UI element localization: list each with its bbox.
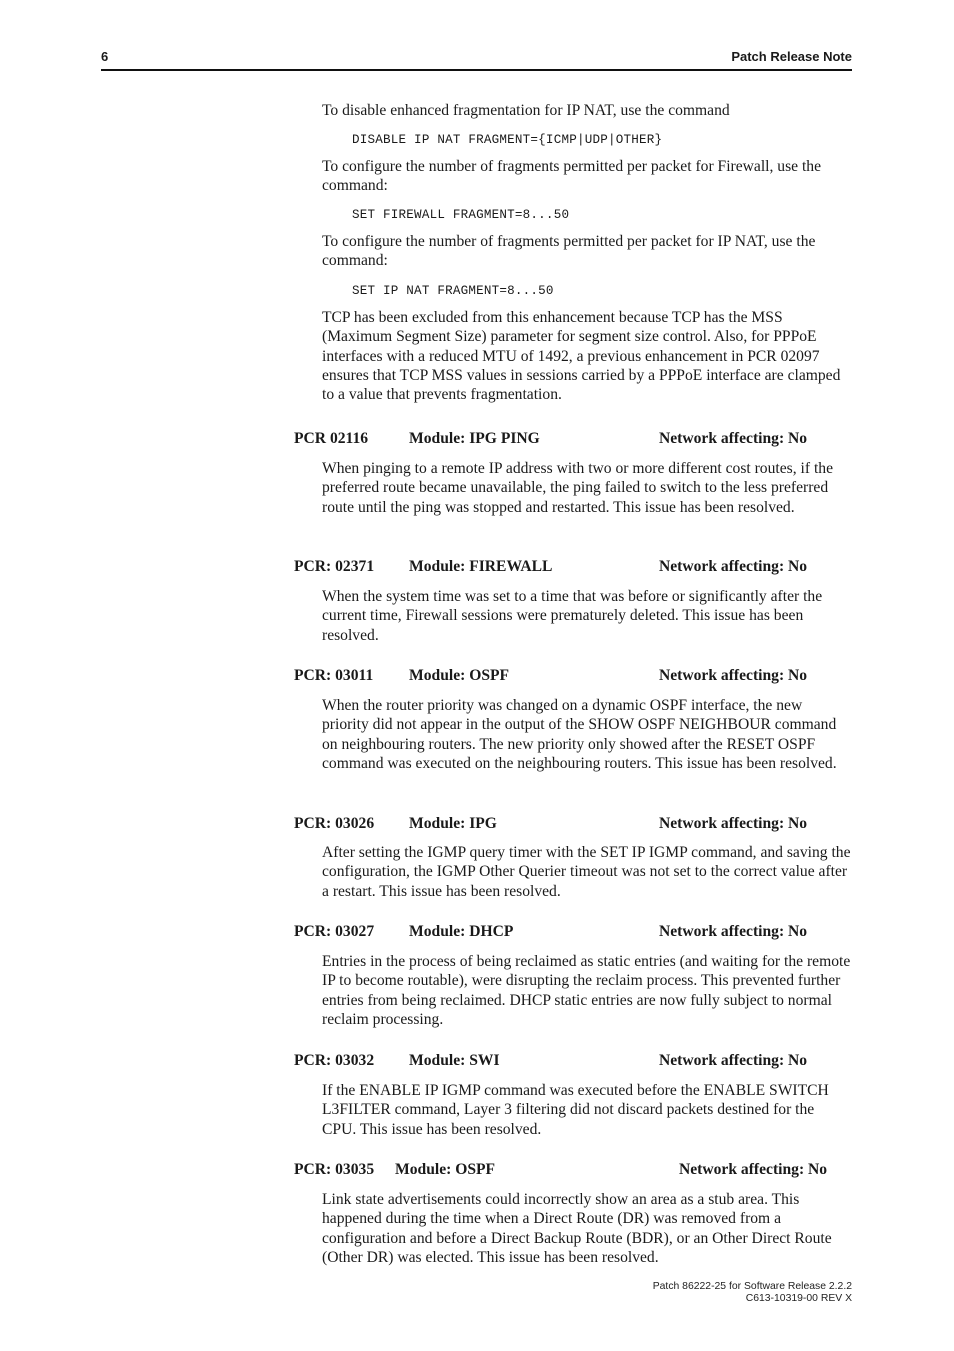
- document-title: Patch Release Note: [731, 49, 852, 64]
- pcr-number: PCR: 03027: [294, 923, 375, 940]
- page-footer: [653, 1281, 852, 1305]
- intro-paragraph: To configure the number of fragments permitted per packet for IP NAT, use the command:: [322, 233, 816, 270]
- command-line: SET FIREWALL FRAGMENT=8...50: [352, 208, 570, 222]
- pcr-module: Module: OSPF: [395, 1161, 496, 1178]
- pcr-heading: [294, 814, 854, 834]
- page-header: [101, 48, 852, 71]
- pcr-heading: [294, 666, 854, 686]
- pcr-module: Module: FIREWALL: [409, 558, 553, 575]
- pcr-network-affecting: Network affecting: No: [659, 667, 808, 684]
- pcr-network-affecting: Network affecting: No: [659, 558, 808, 575]
- pcr-description: When pinging to a remote IP address with two or more different cost routes, if the preferred route became unavailable, the ping failed to switch to the less preferred route until the ping was stopped and restarted. This issue has been resolved.: [322, 460, 833, 516]
- intro-paragraph: To configure the number of fragments permitted per packet for Firewall, use the command:: [322, 158, 822, 195]
- pcr-module: Module: SWI: [409, 1052, 500, 1069]
- intro-paragraph: TCP has been excluded from this enhancement because TCP has the MSS (Maximum Segment Size) parameter for segment size control. Also, for PPPoE interfaces with a reduced MTU of 1492, a previous enhancement in PCR 02097 ensures that TCP MSS values in sessions carried by a PPPoE interface are clamped to a value that prevents fragmentation.: [322, 309, 841, 404]
- pcr-heading: [294, 429, 854, 449]
- pcr-network-affecting: Network affecting: No: [659, 923, 808, 940]
- pcr-heading: [294, 1160, 854, 1180]
- command-line: DISABLE IP NAT FRAGMENT={ICMP|UDP|OTHER}: [352, 133, 663, 147]
- pcr-heading: [294, 1051, 854, 1071]
- pcr-description: Link state advertisements could incorrectly show an area as a stub area. This happened during the time when a Direct Route (DR) was removed from a configuration and before a Direct Backup Route (BDR), or an Other Direct Route (Other DR) was elected. This issue has been resolved.: [322, 1191, 832, 1266]
- intro-paragraph: To disable enhanced fragmentation for IP NAT, use the command: [322, 102, 730, 119]
- pcr-description: When the system time was set to a time that was before or significantly after the current time, Firewall sessions were prematurely deleted. This issue has been resolved.: [322, 588, 823, 644]
- pcr-heading: [294, 557, 854, 577]
- pcr-number: PCR: 03011: [294, 667, 374, 684]
- command-line: SET IP NAT FRAGMENT=8...50: [352, 284, 554, 298]
- page-number: 6: [101, 49, 109, 64]
- footer-patch-line: Patch 86222-25 for Software Release 2.2.2: [652, 1281, 852, 1292]
- pcr-number: PCR 02116: [294, 430, 369, 447]
- pcr-network-affecting: Network affecting: No: [659, 1052, 808, 1069]
- pcr-module: Module: IPG PING: [409, 430, 540, 447]
- pcr-network-affecting: Network affecting: No: [659, 815, 808, 832]
- pcr-number: PCR: 02371: [294, 558, 375, 575]
- pcr-number: PCR: 03032: [294, 1052, 375, 1069]
- pcr-description: Entries in the process of being reclaimed as static entries (and waiting for the remote IP to become routable), were disrupting the reclaim process. This prevented further entries from being reclaimed. DHCP static entries are now fully subject to normal reclaim processing.: [322, 953, 851, 1028]
- pcr-number: PCR: 03026: [294, 815, 375, 832]
- pcr-description: After setting the IGMP query timer with the SET IP IGMP command, and saving the configuration, the IGMP Other Querier timeout was not set to the correct value after a restart. This issue has been resolved.: [322, 844, 851, 900]
- pcr-module: Module: DHCP: [409, 923, 514, 940]
- pcr-module: Module: OSPF: [409, 667, 510, 684]
- pcr-description: If the ENABLE IP IGMP command was executed before the ENABLE SWITCH L3FILTER command, Layer 3 filtering did not discard packets destined for the CPU. This issue has been resolved.: [322, 1082, 829, 1138]
- pcr-number: PCR: 03035: [294, 1161, 375, 1178]
- pcr-network-affecting: Network affecting: No: [679, 1161, 828, 1178]
- pcr-description: When the router priority was changed on a dynamic OSPF interface, the new priority did not appear in the output of the SHOW OSPF NEIGHBOUR command on neighbouring routers. The new priority only showed after the RESET OSPF command was executed on the neighbouring routers. This issue has been resolved.: [322, 697, 837, 772]
- footer-document-code: C613-10319-00 REV X: [745, 1293, 852, 1304]
- pcr-network-affecting: Network affecting: No: [659, 430, 808, 447]
- pcr-heading: [294, 922, 854, 942]
- pcr-module: Module: IPG: [409, 815, 497, 832]
